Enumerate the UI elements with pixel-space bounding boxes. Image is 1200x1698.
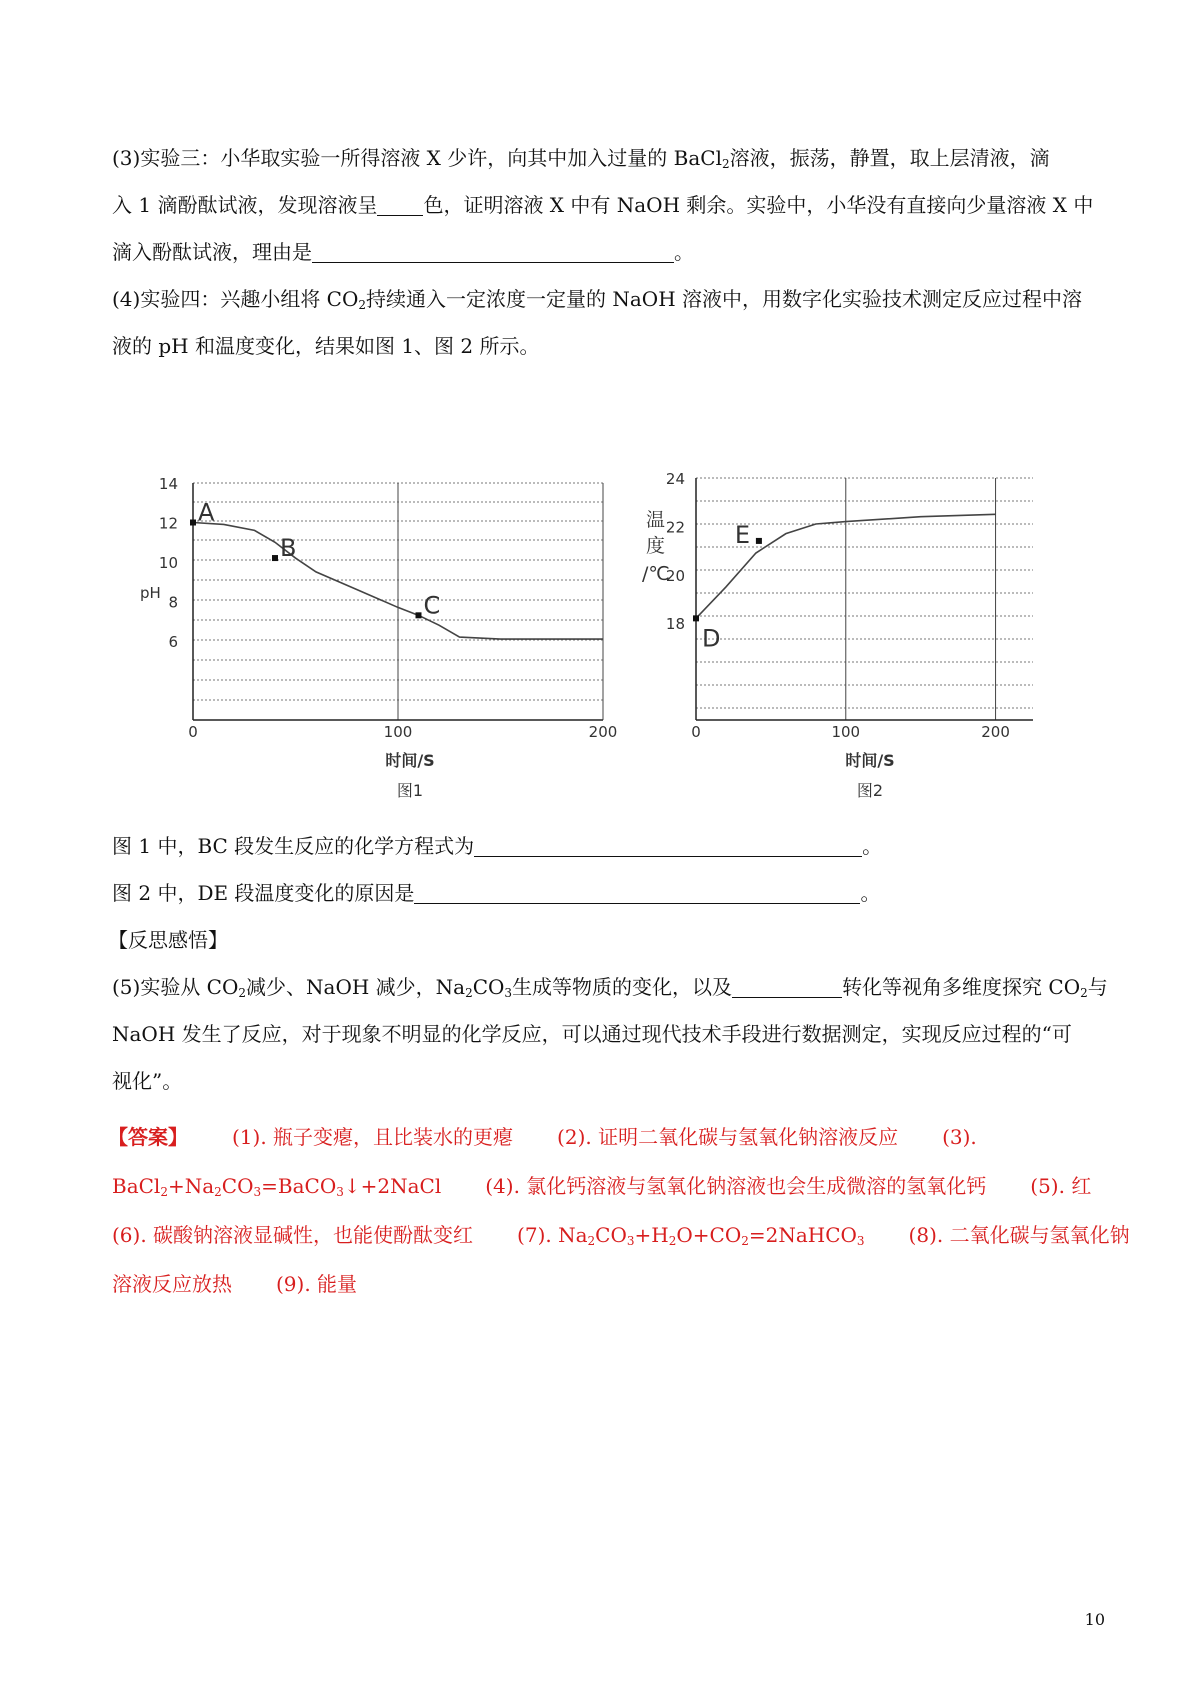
chart2-title: 图2	[856, 781, 884, 800]
chart1-x-tick-label: 0	[188, 723, 198, 741]
chart2-y-tick-label: 18	[665, 615, 685, 634]
q4-line-2: 液的 pH 和温度变化，结果如图 1、图 2 所示。	[112, 334, 540, 358]
chart1-x-axis-label: 时间/S	[385, 751, 435, 770]
chart1-point-B	[272, 555, 278, 561]
chart2-x-tick-label: 100	[831, 723, 861, 741]
chart2-y-tick-label: 22	[665, 518, 685, 537]
chart2-point-E	[756, 538, 762, 544]
chart1-point-label-B: B	[280, 534, 297, 563]
chart1-y-tick-label: 10	[158, 554, 178, 572]
chart1-point-A	[190, 520, 196, 526]
chart1-y-tick-label: 12	[158, 514, 178, 533]
chart1-point-label-A: A	[198, 498, 215, 527]
answer-blank[interactable]	[732, 977, 842, 998]
q5-line-2: NaOH 发生了反应，对于现象不明显的化学反应，可以通过现代技术手段进行数据测定，实现反应过程的“可	[112, 1022, 1072, 1046]
chart1-point-C	[416, 612, 422, 618]
fig2-question: 图 2 中，DE 段温度变化的原因是 。	[112, 881, 881, 905]
chart1-point-label-C: C	[423, 591, 441, 620]
chart2-point-label-D: D	[702, 624, 721, 653]
chart2-y-tick-label: 24	[665, 470, 685, 488]
q4-line-1: (4)实验四：兴趣小组将 $CO_2$持续通入一定浓度一定量的 NaOH 溶液中，用数字化实验技术测定反应过程中溶	[112, 287, 1083, 312]
chart2-x-tick-label: 0	[691, 723, 701, 741]
answer-blank[interactable]	[474, 836, 862, 857]
page-number: 10	[1084, 1610, 1105, 1629]
chart2-point-label-E: E	[734, 520, 751, 549]
reflection-heading: 【反思感悟】	[108, 928, 228, 952]
chart2-x-tick-label: 200	[981, 723, 1010, 741]
chart2-y-tick-label: 20	[665, 566, 685, 585]
chart2-y-axis-label-2: 度	[646, 535, 666, 557]
chart1-title: 图1	[396, 781, 424, 800]
chart1-y-axis-label: pH	[140, 584, 161, 602]
charts-figure	[0, 0, 1200, 820]
chart1-x-tick-label: 200	[588, 723, 618, 741]
chart2-x-axis-label: 时间/S	[845, 751, 895, 770]
answer-line-4: 溶液反应放热 (9). 能量	[112, 1272, 358, 1296]
chart1-x-tick-label: 100	[383, 723, 413, 741]
q5-line-1: (5)实验从 $CO_2$减少、NaOH 减少，$Na_2CO_3$生成等物质的变化，以及 转化等视角多维度探究 $CO_2$与	[112, 975, 1108, 1000]
q3-line-1: (3)实验三：小华取实验一所得溶液 X 少许，向其中加入过量的 BaCl$_2$溶液，振荡，静置，取上层清液，滴	[112, 146, 1050, 171]
answer-line-3: (6). 碳酸钠溶液显碱性，也能使酚酞变红 (7). $Na_2CO_3+H_2O+CO_2=2NaHCO_3$ (8). 二氧化碳与氢氧化钠	[112, 1223, 1130, 1248]
chart1-y-tick-label: 14	[158, 475, 178, 493]
chart2-point-D	[693, 615, 699, 621]
chart1-y-tick-label: 8	[168, 593, 178, 612]
q3-line-3: 滴入酚酞试液，理由是 。	[112, 240, 694, 264]
answer-line-1: 【答案】 (1). 瓶子变瘪，且比装水的更瘪 (2). 证明二氧化碳与氢氧化钠溶液反应 (3).	[108, 1125, 977, 1149]
chart2-y-axis-label-3: /℃	[642, 563, 670, 585]
q3-line-2: 入 1 滴酚酞试液，发现溶液呈 色，证明溶液 X 中有 NaOH 剩余。实验中，小华没有直接向少量溶液 X 中	[112, 193, 1094, 217]
answer-blank[interactable]	[414, 883, 860, 904]
q5-line-3: 视化”。	[112, 1069, 183, 1093]
fig1-question: 图 1 中，BC 段发生反应的化学方程式为 。	[112, 834, 883, 858]
answer-line-2: $BaCl_2+Na_2CO_3=BaCO_3↓+2NaCl$ (4). 氯化钙溶液与氢氧化钠溶液也会生成微溶的氢氧化钙 (5). 红	[112, 1174, 1092, 1199]
chart2-y-axis-label-1: 温	[646, 509, 666, 531]
chart1-y-tick-label: 6	[168, 633, 178, 651]
